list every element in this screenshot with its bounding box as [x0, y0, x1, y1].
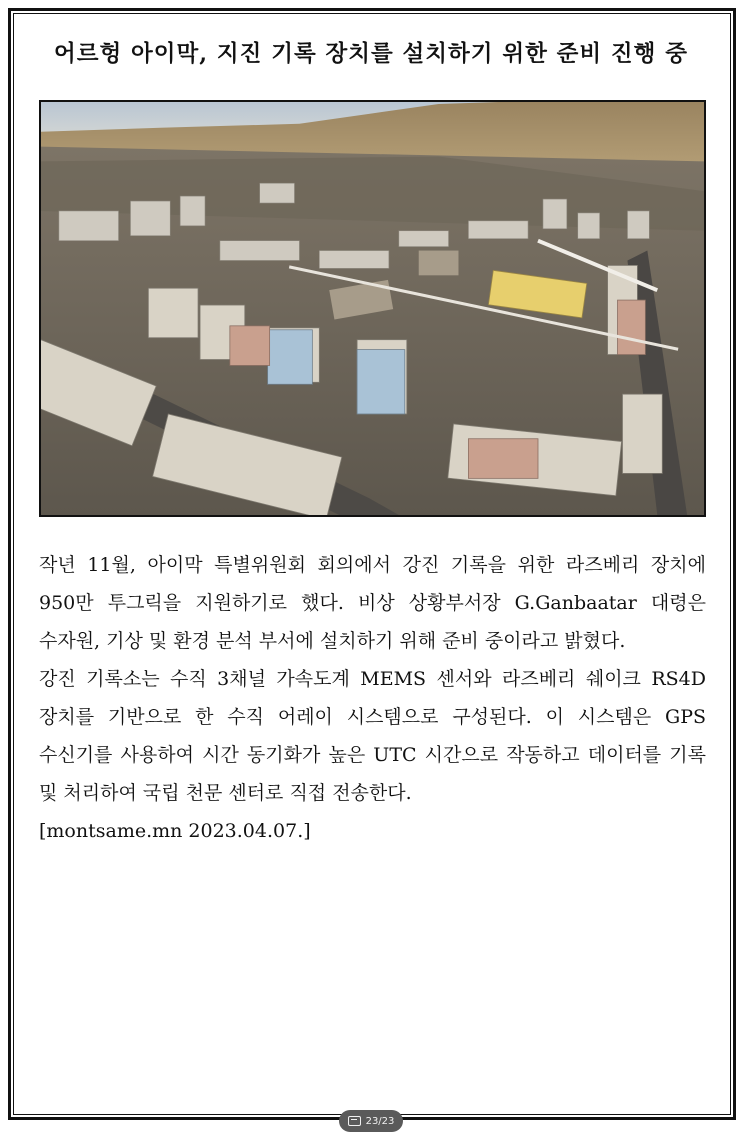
- article-title: 어르헝 아이막, 지진 기록 장치를 설치하기 위한 준비 진행 중: [54, 41, 688, 67]
- article-body: [39, 546, 706, 850]
- article-source: [montsame.mn 2023.04.07.]: [39, 820, 311, 842]
- article-paragraph: 작년 11월, 아이막 특별위원회 회의에서 강진 기록을 위한 라즈베리 장치에 950만 투그릭을 지원하기로 했다. 비상 상황부서장 G.Ganbaatar 대령은 수자원, 기상 및 환경 분석 부서에 설치하기 위해 준비 중이라고 밝혔다.: [39, 554, 706, 652]
- page-icon: [348, 1116, 361, 1126]
- city-aerial-photo: [39, 100, 706, 517]
- page-number: 23/23: [365, 1115, 395, 1127]
- article-paragraph: 강진 기록소는 수직 3채널 가속도계 MEMS 센서와 라즈베리 쉐이크 RS4D 장치를 기반으로 한 수직 어레이 시스템으로 구성된다. 이 시스템은 GPS 수신기를 사용하여 시간 동기화가 높은 UTC 시간으로 작동하고 데이터를 기록 및 처리하여 국립 천문 센터로 직접 전송한다.: [39, 668, 706, 804]
- page-indicator[interactable]: [339, 1110, 403, 1132]
